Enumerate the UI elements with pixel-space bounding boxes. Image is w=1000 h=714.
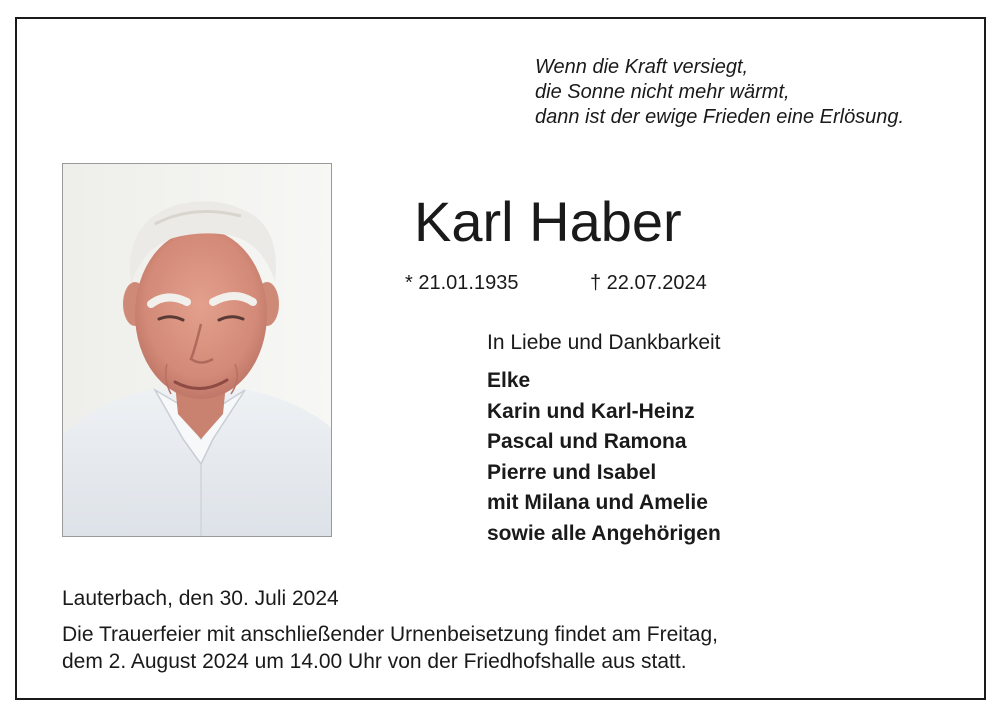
mourner-entry: Pierre und Isabel [487, 460, 657, 484]
motto-line: die Sonne nicht mehr wärmt, [535, 81, 790, 103]
portrait-photo [62, 163, 332, 537]
mourner-entry: mit Milana und Amelie [487, 491, 708, 514]
ceremony-info [62, 621, 718, 675]
dedication-text: In Liebe und Dankbarkeit [487, 331, 721, 354]
motto-line: Wenn die Kraft versiegt, [535, 56, 749, 78]
mourner-entry: Elke [487, 369, 531, 392]
ceremony-line: Die Trauerfeier mit anschließender Urnenbeisetzung findet am Freitag, [62, 623, 718, 646]
life-dates [405, 270, 707, 296]
motto-line: dann ist der ewige Frieden eine Erlösung. [535, 106, 905, 128]
mourners-list [487, 366, 721, 549]
mourner-entry: Karin und Karl-Heinz [487, 399, 695, 423]
mourner-entry: Pascal und Ramona [487, 430, 687, 453]
death-date: † 22.07.2024 [590, 272, 707, 294]
place-date: Lauterbach, den 30. Juli 2024 [62, 587, 339, 610]
birth-date: * 21.01.1935 [405, 272, 519, 294]
mourner-entry: sowie alle Angehörigen [487, 521, 721, 545]
ceremony-line: dem 2. August 2024 um 14.00 Uhr von der Friedhofshalle aus statt. [62, 650, 687, 673]
motto-verse [535, 55, 904, 130]
deceased-name: Karl Haber [414, 190, 682, 253]
